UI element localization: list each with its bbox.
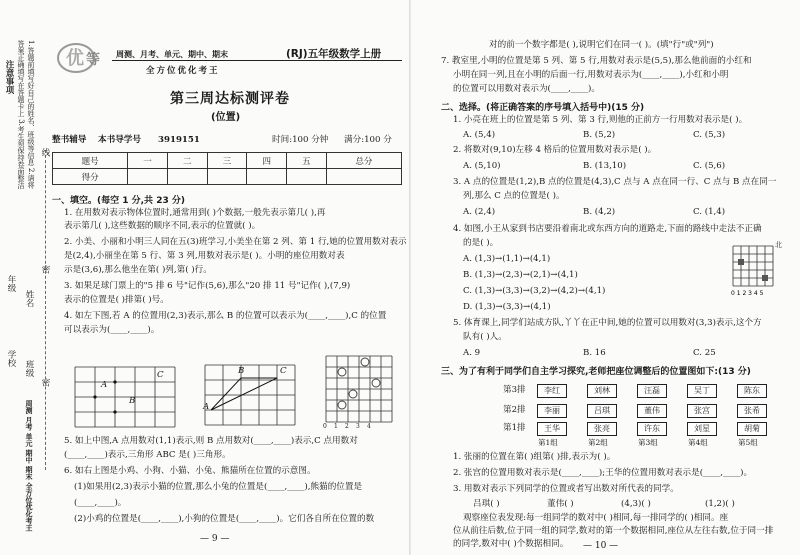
seat: 许东 <box>637 422 667 436</box>
line-mark: 线 <box>40 148 50 157</box>
score-input-cell[interactable] <box>247 169 287 185</box>
score-cell: 四 <box>247 153 287 169</box>
q6-line4: (2)小鸡的位置是(____,____),小狗的位置是(____,____)。它们各自所在位置的数 <box>74 514 375 524</box>
c3-option-b[interactable]: B. (4,2) <box>583 207 616 217</box>
animal-axis-4: 4 <box>367 423 371 430</box>
label-c-mid: C <box>280 366 287 376</box>
id-value: 3919151 <box>158 135 200 145</box>
score-cell: 一 <box>128 153 168 169</box>
full-score: 满分:100 分 <box>344 135 392 145</box>
dog-icon <box>338 401 346 409</box>
binding-margin <box>2 20 44 550</box>
seat: 董伟 <box>637 404 667 418</box>
q6-line3: (____,____)。 <box>74 498 127 508</box>
q3-line2: 表示的位置是( )排第( )号。 <box>64 295 169 305</box>
seat: 刘星 <box>687 422 717 436</box>
c2-option-a[interactable]: A. (5,10) <box>463 161 501 171</box>
score-cell: 总分 <box>326 153 401 169</box>
page-subtitle: (位置) <box>211 112 241 123</box>
seat: 王华 <box>537 422 567 436</box>
c1-stem: 1. 小亮在班上的位置是第 5 列、第 3 行,则他的正前方一行用数对表示是( )。 <box>453 115 748 125</box>
seat: 吕琪 <box>587 404 617 418</box>
c1-option-a[interactable]: A. (5,4) <box>463 130 496 140</box>
seat-row-label: 第1排 <box>503 423 526 433</box>
s1-question: 1. 张丽的位置在第( )组第( )排,表示为( )。 <box>453 452 616 462</box>
q2-line3: 示是(3,6),那么他坐在第( )列,第( )行。 <box>64 265 212 275</box>
group-label: 第2组 <box>588 438 608 447</box>
score-cell: 得分 <box>53 169 128 185</box>
s3-item[interactable]: (4,3)( ) <box>621 499 651 509</box>
group-label: 第5组 <box>738 438 758 447</box>
animal-axis-1: 1 <box>334 423 338 430</box>
c4-stem-2: 的是( )。 <box>463 238 499 248</box>
q5-line1: 5. 如上中图,A 点用数对(1,1)表示,则 B 点用数对(____,____)表示,C 点用数对 <box>64 436 358 446</box>
svg-text:等: 等 <box>86 52 100 68</box>
class-label: 班级 <box>24 360 34 377</box>
north-label: 北 <box>775 241 782 249</box>
c3-option-a[interactable]: A. (2,4) <box>463 207 496 217</box>
s3-item[interactable]: 吕琪( ) <box>473 499 500 509</box>
group-label: 第1组 <box>538 438 558 447</box>
s2-question: 2. 张宫的位置用数对表示是(____,____);王华的位置用数对表示是(____,____)。 <box>453 468 753 478</box>
brand-logo <box>56 40 114 76</box>
c2-option-c[interactable]: C. (5,6) <box>693 161 726 171</box>
seal-mark-top: 密 <box>40 265 50 274</box>
c2-stem: 2. 将数对(9,10)左移 4 格后的位置用数对表示是( )。 <box>453 145 657 155</box>
c3-stem-1: 3. A 点的位置是(1,2),B 点的位置是(4,3),C 点与 A 点在同一行、C 点与 B 点在同一 <box>453 177 777 187</box>
point-b-dot <box>113 410 116 413</box>
brand-bottom: 周测 月考 单元 期中 期末 全方位优化考王 <box>25 400 34 532</box>
q7-line1: 7. 教室里,小明的位置是第 5 列、第 5 行,用数对表示是(5,5),那么他前面的小红和 <box>441 56 752 66</box>
bookstore-icon <box>762 275 768 281</box>
q1-line2: 表示第几( ),这些数据的顺序不同,表示的位置就( )。 <box>64 221 261 231</box>
series-label: 周测、月考、单元、期中、期末 <box>116 50 228 59</box>
slogan: 全方位优化考王 <box>146 66 220 76</box>
s4-line2: 位从前往后数,位于同一组的同学,数对的第一个数据相同,座位从左往右数,位于同一排 <box>453 526 774 536</box>
c1-option-b[interactable]: B. (5,2) <box>583 130 616 140</box>
s4-line1: 观察座位表发现:每一组同学的数对中( )相同,每一排同学的( )相同。座 <box>463 513 729 523</box>
score-input-cell[interactable] <box>128 169 168 185</box>
seat: 张亮 <box>587 422 617 436</box>
seat-row-label: 第3排 <box>503 385 526 395</box>
seat: 刘林 <box>587 384 617 398</box>
q2-line2: 是(2,4),小丽坐在第 5 行、第 3 列,用数对表示是( )。小明的座位用数对表 <box>64 251 345 261</box>
label-c: C <box>157 370 164 380</box>
s4-line3: 的同学,数对中( )个数据相同。 <box>453 539 569 549</box>
tutor-label: 整书辅导 <box>52 135 87 145</box>
animal-axis-2: 2 <box>345 423 349 430</box>
q1-line1: 1. 在用数对表示物体位置时,通常用到( )个数据,一般先表示第几( ),再 <box>64 208 326 218</box>
score-cell: 题号 <box>53 153 128 169</box>
grid-lines <box>326 356 392 422</box>
cut-line <box>45 150 46 470</box>
score-table <box>52 152 402 185</box>
seat: 汪磊 <box>637 384 667 398</box>
q5-line2: (____,____)表示,三角形 ABC 是( )三角形。 <box>64 450 231 460</box>
c1-option-c[interactable]: C. (5,3) <box>693 130 726 140</box>
q6-cont: 对的前一个数字都是( ),说明它们在同一( )。(填"行"或"列") <box>489 40 714 50</box>
label-b-mid: B <box>238 366 245 376</box>
figure-animal-grid <box>318 352 400 432</box>
seat: 胡菊 <box>737 422 767 436</box>
c5-option-b[interactable]: B. 16 <box>583 348 606 358</box>
rabbit-icon <box>361 358 369 366</box>
group-label: 第3组 <box>638 438 658 447</box>
s3-item[interactable]: (1,2)( ) <box>705 499 735 509</box>
c4-option-a[interactable]: A. (1,3)→(1,1)→(4,1) <box>463 254 551 264</box>
chick-icon <box>349 390 357 398</box>
point-c-dot <box>113 380 116 383</box>
c4-option-d[interactable]: D. (1,3)→(3,3)→(4,1) <box>463 302 551 312</box>
seat: 张希 <box>737 404 767 418</box>
notice-heading: 注意事项 <box>4 60 14 94</box>
panda-icon <box>372 379 380 387</box>
s3-item[interactable]: 董伟( ) <box>547 499 574 509</box>
seal-mark-bottom: 密 <box>40 378 50 387</box>
c5-stem-2: 队有( )人。 <box>463 332 507 342</box>
label-a-mid: A <box>203 402 210 412</box>
page-number-left: — 9 — <box>200 534 230 544</box>
q6-line1: 6. 如右上图是小鸡、小狗、小猫、小兔、熊猫所在位置的示意图。 <box>64 466 316 476</box>
c2-option-b[interactable]: B. (13,10) <box>583 161 627 171</box>
grade-book: (RJ)五年级数学上册 <box>286 48 382 60</box>
school-label: 学校 <box>6 350 16 367</box>
svg-text:0 1 2 3 4 5: 0 1 2 3 4 5 <box>731 290 764 297</box>
animal-axis-3: 3 <box>356 423 360 430</box>
c4-option-b[interactable]: B. (1,3)→(2,3)→(2,1)→(4,1) <box>463 270 578 280</box>
c4-option-c[interactable]: C. (1,3)→(3,3)→(3,2)→(4,2)→(4,1) <box>463 286 606 296</box>
q4-line1: 4. 如左下图,若 A 的位置用(2,3)表示,那么 B 的位置可以表示为(____,____),C 的位置 <box>64 311 387 321</box>
seat-row-label: 第2排 <box>503 405 526 415</box>
score-input-cell[interactable] <box>207 169 247 185</box>
q7-line2: 小明在同一列,且在小明的后面一行,用数对表示为(____,____),小红和小明 <box>453 70 729 80</box>
c3-option-c[interactable]: C. (1,4) <box>693 207 726 217</box>
score-input-cell[interactable] <box>287 169 327 185</box>
c5-option-a[interactable]: A. 9 <box>463 348 481 358</box>
right-page <box>411 0 800 555</box>
score-cell: 五 <box>287 153 327 169</box>
section-1-title: 一、填空。(每空 1 分,共 23 分) <box>52 196 185 206</box>
score-input-cell[interactable] <box>326 169 401 185</box>
point-a-dot <box>93 395 96 398</box>
label-a: A <box>101 380 108 390</box>
score-input-cell[interactable] <box>167 169 207 185</box>
group-label: 第4组 <box>688 438 708 447</box>
c5-stem-1: 5. 体育课上,同学们站成方队,丫丫在正中间,她的位置可以用数对(3,3)表示,这个方 <box>453 318 762 328</box>
section-2-title: 二、选择。(将正确答案的序号填入括号中)(15 分) <box>441 103 645 113</box>
notice-body: 1.答题前填写好自己的姓名、班级等信息 2.请将答案正确填写在答题卡上 3.考生须保持卷面整洁 <box>17 40 35 189</box>
score-value-row <box>53 169 402 185</box>
seat: 吴丁 <box>687 384 717 398</box>
label-b: B <box>129 396 136 406</box>
c3-stem-2: 列,那么 C 点的位置是( )。 <box>463 191 565 201</box>
c5-option-c[interactable]: C. 25 <box>693 348 716 358</box>
score-cell: 二 <box>167 153 207 169</box>
time-limit: 时间:100 分钟 <box>272 135 329 145</box>
seat: 陈东 <box>737 384 767 398</box>
home-icon <box>738 259 744 265</box>
section-3-title: 三、为了有利于同学们自主学习探究,老师把座位调整后的位置图如下:(13 分) <box>441 367 751 377</box>
name-label: 姓名 <box>24 290 34 307</box>
page-title: 第三周达标测评卷 <box>170 91 290 107</box>
seat: 张宫 <box>687 404 717 418</box>
q2-line1: 2. 小美、小丽和小明三人同在五(3)班学习,小美坐在第 2 列、第 1 行,她的位置用数对表示 <box>64 237 407 247</box>
q4-line2: 可以表示为(____,____)。 <box>64 325 160 335</box>
page-number-right: — 10 — <box>583 541 619 551</box>
q7-line3: 的位置可以用数对表示为(____,____)。 <box>453 84 600 94</box>
id-label: 本书导学号 <box>98 135 141 145</box>
triangle-abc <box>211 378 277 410</box>
q3-line1: 3. 如果足球门票上的"5 排 6 号"记作(5,6),那么"20 排 11 号"记作( ),(7,9) <box>64 281 351 291</box>
s3-question: 3. 用数对表示下列同学的位置或者写出数对所代表的同学。 <box>453 484 679 494</box>
svg-text:优: 优 <box>66 48 84 69</box>
seat: 李红 <box>537 384 567 398</box>
q6-line2: (1)如果用(2,3)表示小猫的位置,那么小兔的位置是(____,____),熊猫的位置是 <box>74 482 363 492</box>
animal-axis-0: 0 <box>323 423 327 430</box>
score-header-row <box>53 153 402 169</box>
c4-stem-1: 4. 如图,小王从家到书店要沿着南北或东西方向的道路走,下面的路线中走法不正确 <box>453 224 762 234</box>
seat: 李丽 <box>537 404 567 418</box>
cat-icon <box>338 368 346 376</box>
score-cell: 三 <box>207 153 247 169</box>
grade-label: 年级 <box>6 275 16 292</box>
